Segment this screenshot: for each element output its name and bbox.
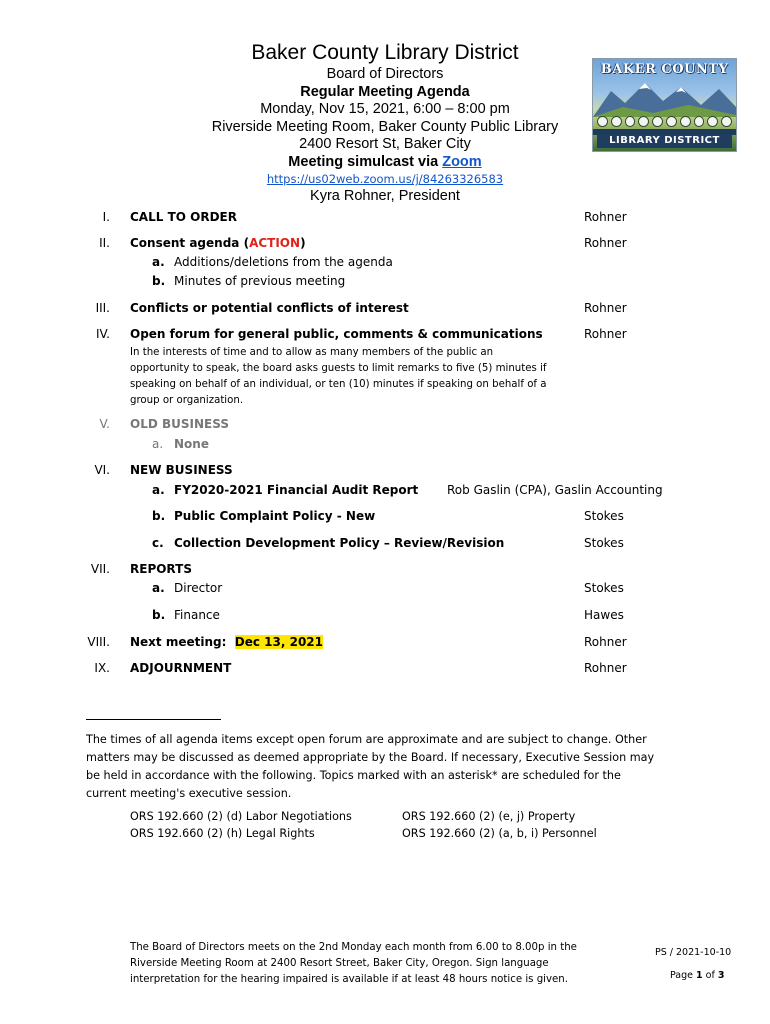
item-presenter: Stokes [584,509,624,523]
item-label: NEW BUSINESS [130,463,233,477]
sub-text: Public Complaint Policy - New [174,509,376,523]
page-current: 1 [696,970,703,981]
agenda-title: Regular Meeting Agenda [300,83,470,100]
sub-letter: a. [152,255,165,269]
ors-personnel: ORS 192.660 (2) (a, b, i) Personnel [402,827,597,840]
simulcast-line [150,154,620,172]
item-presenter: Rohner [584,661,627,675]
action-tag: ACTION [249,236,301,250]
agenda-item-3 [0,298,770,318]
new-business-subitem-a [0,480,770,500]
item-number: III. [95,301,110,315]
sub-letter: c. [152,536,164,550]
item-number: I. [102,210,110,224]
item-label: REPORTS [130,562,192,576]
page-of: of [702,970,718,981]
sub-text: None [174,437,209,451]
footnote-text: The times of all agenda items except open forum are approximate and are subject to change. Other matters may be discussed as deemed appropriate by the Board. If necessary, Executive Session may be held in accordance with the following. Topics marked with an asterisk* are scheduled for the current meeting's executive session. [86,733,655,800]
sub-text: Additions/deletions from the agenda [174,255,393,269]
item-presenter: Rohner [584,236,627,250]
logo-bottom-text: LIBRARY DISTRICT [597,134,732,148]
zoom-link[interactable]: Zoom [442,153,482,170]
president-name: Kyra Rohner, President [310,188,460,204]
footnote-divider [86,719,221,720]
item-number: VII. [90,562,110,576]
agenda-item-9 [0,658,770,678]
consent-subitem-b [0,271,770,291]
consent-subitem-a [0,252,770,272]
item-presenter: Stokes [584,536,624,550]
meeting-schedule-note: The Board of Directors meets on the 2nd Monday each month from 6.00 to 8.00p in the Riverside Meeting Room at 2400 Resort Street, Baker City, Oregon. Sign language interpretation for the hearing impaired is available if at least 48 hours notice is given. [130,942,577,985]
agenda-item-8 [0,632,770,652]
next-meeting-label: Next meeting: [130,635,235,649]
ors-legal: ORS 192.660 (2) (h) Legal Rights [130,827,315,840]
new-business-subitem-b [0,506,770,526]
agenda-item-2 [0,233,770,253]
sub-text: Minutes of previous meeting [174,274,346,288]
sub-letter: b. [152,274,166,288]
sub-text: FY2020-2021 Financial Audit Report [174,483,419,497]
item-presenter: Rohner [584,635,627,649]
simulcast-prefix: Meeting simulcast via [288,153,443,170]
item-number: IV. [95,327,110,341]
agenda-item-4 [0,324,770,344]
item-number: VIII. [87,635,110,649]
document-header [150,40,620,206]
item-label: OLD BUSINESS [130,417,229,431]
document-title: Baker County Library District [251,41,519,64]
sub-letter: b. [152,608,166,622]
item-label: Conflicts or potential conflicts of interest [130,301,409,315]
item-label: Open forum for general public, comments & communications [130,327,543,341]
meeting-datetime: Monday, Nov 15, 2021, 6:00 – 8:00 pm [260,101,510,117]
revision-stamp: PS / 2021-10-10 [655,947,732,958]
item-presenter: Rohner [584,210,627,224]
ors-labor: ORS 192.660 (2) (d) Labor Negotiations [130,810,352,823]
item-number: V. [99,417,110,431]
sub-text: Director [174,581,223,595]
item-label [130,233,306,253]
sub-text: Finance [174,608,220,622]
reports-subitem-a [0,578,770,598]
page-total: 3 [717,970,725,981]
mountains-icon [593,77,736,117]
sub-text: Collection Development Policy – Review/Revision [174,536,505,550]
item-presenter: Rob Gaslin (CPA), Gaslin Accounting [447,483,663,497]
item-presenter: Rohner [584,327,627,341]
page-prefix: Page [670,970,697,981]
consent-label-end: ) [300,236,306,250]
new-business-subitem-c [0,533,770,553]
item-presenter: Rohner [584,301,627,315]
sub-letter: a. [152,581,165,595]
item-number: VI. [94,463,110,477]
item-number: II. [99,236,110,250]
reports-subitem-b [0,605,770,625]
open-forum-note: In the interests of time and to allow as many members of the public an opportunity to speak, the board asks guests to limit remarks to five (5) minutes if speaking on behalf of an individual, or ten (10) minutes if speaking on behalf of a group or organization. [130,347,547,406]
logo-branch-icons [597,116,732,128]
library-district-logo [592,58,737,152]
logo-top-text: BAKER COUNTY [600,62,729,77]
next-meeting-date: Dec 13, 2021 [234,635,323,649]
consent-label: Consent agenda ( [130,236,250,250]
sub-letter: a. [152,483,165,497]
meeting-address: 2400 Resort St, Baker City [299,136,471,152]
page-number [670,970,724,981]
item-label [130,632,323,652]
agenda-item-5 [0,414,770,434]
item-label: ADJOURNMENT [130,661,232,675]
board-name: Board of Directors [326,66,444,82]
sub-letter: a. [152,437,164,451]
item-presenter: Hawes [584,608,624,622]
item-label: CALL TO ORDER [130,210,237,224]
agenda-item-7 [0,559,770,579]
item-presenter: Stokes [584,581,624,595]
item-number: IX. [94,661,110,675]
agenda-item-1 [0,207,770,227]
old-business-subitem-a [0,434,770,454]
agenda-item-6 [0,460,770,480]
sub-letter: b. [152,509,166,523]
meeting-room: Riverside Meeting Room, Baker County Public Library [211,118,559,135]
zoom-url-link[interactable]: https://us02web.zoom.us/j/84263326583 [266,172,504,186]
ors-property: ORS 192.660 (2) (e, j) Property [402,810,576,823]
